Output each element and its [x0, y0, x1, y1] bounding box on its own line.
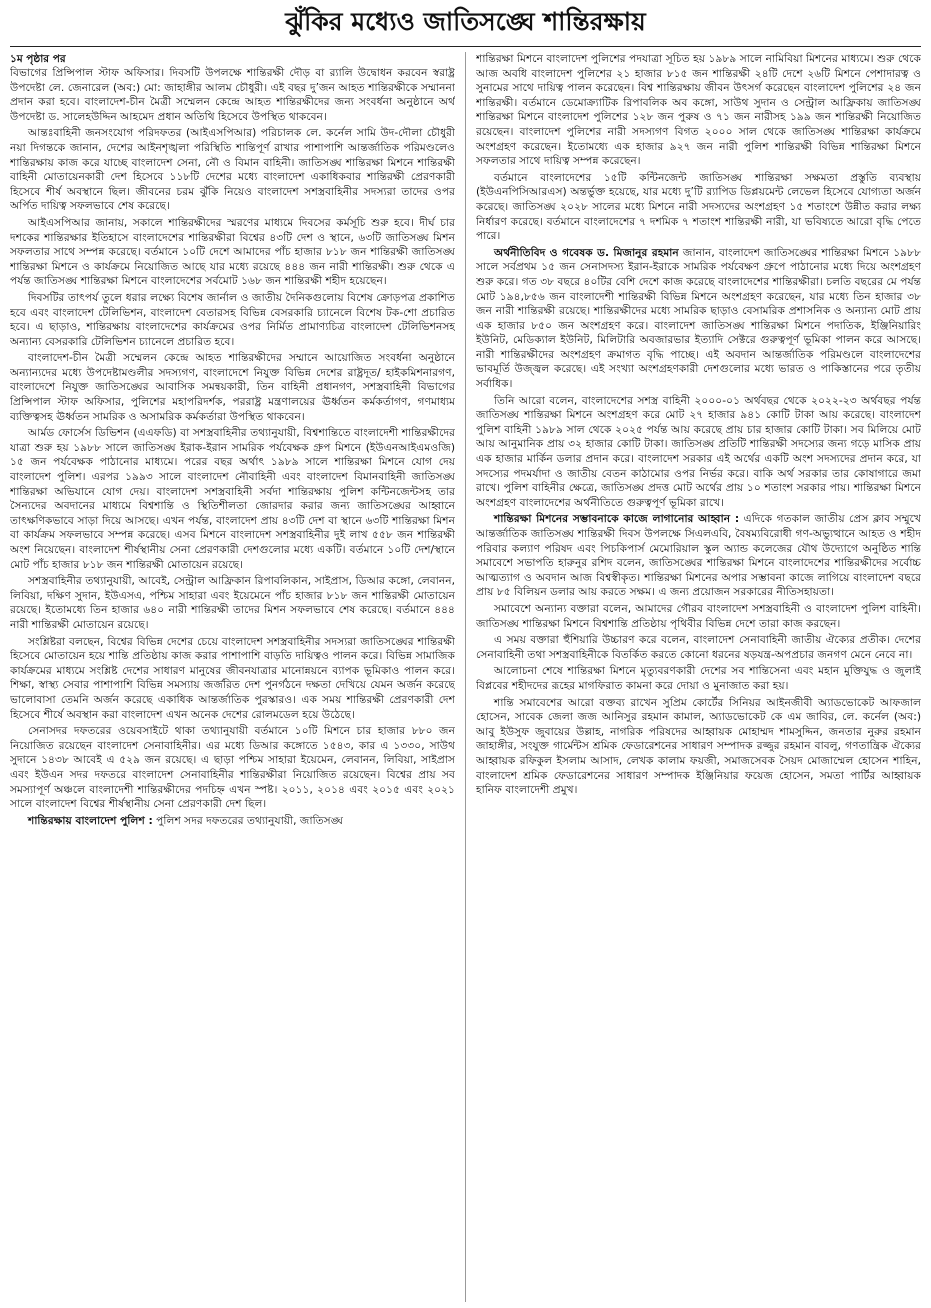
paragraph-text: শান্তিরক্ষা মিশনে বাংলাদেশ পুলিশের পদযাত্রা সূচিত হয় ১৯৮৯ সালে নামিবিয়া মিশনের মাধ্যমে। শুরু থেকে আজ অবধি বাংলাদেশ পুলিশের ২১ হাজার ৮১৫ জন শান্তিরক্ষী ২৪টি দেশে ২৬টি মিশনে পেশাদারত্ব ও সুনামের সাথে দায়িত্ব পালন করেছেন। বিশ্ব শান্তিরক্ষায় জীবন উৎসর্গ করেছেন বাংলাদেশ পুলিশের ২৪ জন শান্তিরক্ষী। বর্তমানে ডেমোক্র্যাটিক রিপাবলিক অব কঙ্গো, সাউথ সুদান ও সেন্ট্রাল আফ্রিকায় জাতিসঙ্ঘ শান্তিরক্ষা মিশনে বাংলাদেশ পুলিশের ১২৮ জন পুরুষ ও ৭১ জন নারীসহ ১৯৯ জন শান্তিরক্ষী নিয়োজিত রয়েছেন। বাংলাদেশ পুলিশের নারী সদস্যগণ বিগত ২০০০ সাল থেকে জাতিসঙ্ঘ শান্তিরক্ষা কার্যক্রমে অংশগ্রহণ করেছেন। ইতোমধ্যে এক হাজার ৯২৭ জন নারী পুলিশ শান্তিরক্ষী বিভিন্ন শান্তিরক্ষা মিশনে সফলতার সাথে দায়িত্ব সম্পন্ন করেছেন।	[476, 52, 921, 168]
article-paragraph	[476, 664, 921, 693]
article-paragraph	[476, 52, 921, 169]
article-paragraph	[10, 814, 455, 829]
paragraph-text: তিনি আরো বলেন, বাংলাদেশের সশস্ত্র বাহিনী ২০০০-০১ অর্থবছর থেকে ২০২২-২৩ অর্থবছর পর্যন্ত জাতিসঙ্ঘ শান্তিরক্ষা মিশনে অংশগ্রহণ করে মোট ২৭ হাজার ৯৪১ কোটি টাকা আয় করেছে। বাংলাদেশ পুলিশ বাহিনী ১৯৮৯ সাল থেকে ২০২৫ পর্যন্ত আয় করেছে প্রায় চার হাজার কোটি টাকা। সব মিলিয়ে মোট আয় আনুমানিক প্রায় ৩২ হাজার কোটি টাকা। জাতিসঙ্ঘ প্রতিটি শান্তিরক্ষী সদস্যের জন্য গড়ে মাসিক প্রায় এক হাজার মার্কিন ডলার প্রদান করে। বাংলাদেশ সরকার এই অর্থের একটি অংশ সদস্যদের প্রদান করে, যা সদস্যের পদমর্যাদা ও জাতীয় বেতন কাঠামোর ওপর নির্ভর করে। বাকি অর্থ সরকার তার কোষাগারে জমা রাখে। পুলিশ বাহিনীর ক্ষেত্রে, জাতিসঙ্ঘ প্রদত্ত মোট অর্থের প্রায় ১০ শতাংশ সরকার পায়। শান্তিরক্ষা মিশনে অংশগ্রহণ বাংলাদেশের অর্থনীতিতে গুরুত্বপূর্ণ ভূমিকা রাখে।	[476, 393, 921, 509]
article-paragraph	[10, 291, 455, 349]
paragraph-text: সংশ্লিষ্টরা বলছেন, বিশ্বের বিভিন্ন দেশের চেয়ে বাংলাদেশ সশস্ত্রবাহিনীর সদস্যরা জাতিসঙ্ঘের শান্তিরক্ষী হিসেবে মোতায়েন হয়ে শান্তি প্রতিষ্ঠায় কাজ করার পাশাপাশি বাড়তি দায়িত্বও পালন করে। বিভিন্ন সামাজিক কার্যক্রমের মাধ্যমে সংশ্লিষ্ট দেশের সাধারণ মানুষের জীবনযাত্রার মানোন্নয়নে ব্যাপক ভূমিকাও পালন করে। শিক্ষা, স্বাস্থ্য সেবার পাশাপাশি বিভিন্ন সমস্যায় জর্জরিত দেশ পুনর্গঠনে দক্ষতা দেখিয়ে যেমন অর্জন করেছে ভালোবাসা তেমনি অর্জন করেছে একাধিক আন্তর্জাতিক পুরস্কারও। এক সময় শান্তিরক্ষী প্রেরণকারী দেশ হিসেবে শীর্ষে অবস্থান করা বাংলাদেশ এখন অনেক দেশের রোলমডেল হয়ে উঠেছে।	[10, 634, 455, 721]
paragraph-text: সেনাসদর দফতরের ওয়েবসাইটে থাকা তথ্যানুযায়ী বর্তমানে ১০টি মিশনে চার হাজার ৮৮০ জন নিয়োজিত রয়েছেন বাংলাদেশ সেনাবাহিনীর। এর মধ্যে ডিআর কঙ্গোতে ১৫৪৩, কার এ ১৩৩০, সাউথ সুদানে ১৪৩৮ আবেই এ ৫২৯ জন রয়েছে। এ ছাড়া পশ্চিম সাহারা ইয়েমেন, লেবানন, লিবিয়া, সাইপ্রাস এবং ইউএন সদর দফতরে বাংলাদেশ সেনাবাহিনীর শান্তিরক্ষীরা নিয়োজিত রয়েছেন। বিশ্বের প্রায় সব সমস্যাপূর্ণ অঞ্চলে বাংলাদেশী শান্তিরক্ষীদের পদচিহ্ন এখন স্পষ্ট। ২০১১, ২০১৪ এবং ২০১৫ এবং ২০২১ সালে বাংলাদেশ বিশ্বের শীর্ষস্থানীয় সেনা প্রেরণকারী দেশ ছিল।	[10, 724, 455, 811]
article-paragraph	[10, 66, 455, 124]
paragraph-lead-in: অর্থনীতিবিদ ও গবেষক ড. মিজানুর রহমান	[494, 245, 679, 259]
article-paragraph	[10, 724, 455, 812]
article-paragraph	[10, 426, 455, 572]
article-paragraph	[10, 216, 455, 289]
continued-from-label: ১ম পৃষ্ঠার পর	[10, 53, 66, 65]
article-paragraph	[10, 126, 455, 214]
article-paragraph	[476, 394, 921, 511]
paragraph-text: বর্তমানে বাংলাদেশের ১৫টি কন্টিনজেন্ট জাতিসঙ্ঘ শান্তিরক্ষা সক্ষমতা প্রস্তুতি ব্যবস্থায় (ইউএনপিসিআরএস) অন্তর্ভুক্ত হয়েছে, যার মধ্যে দু’টি র‌্যাপিড ডিপ্লয়মেন্ট লেভেল হিসেবে যোগ্যতা অর্জন করেছে। জাতিসঙ্ঘ ২০২৮ সালের মধ্যে মিশনে নারী সদস্যদের অংশগ্রহণ ১৫ শতাংশে উন্নীত করার লক্ষ্য নির্ধারণ করেছে। বর্তমানে বাংলাদেশের ৭ দশমিক ৭ শতাংশ শান্তিরক্ষী নারী, যা ভবিষ্যতে আরো বৃদ্ধি পেতে পারে।	[476, 170, 921, 243]
paragraph-text: বিভাগের প্রিন্সিপাল স্টাফ অফিসার। দিবসটি উপলক্ষে শান্তিরক্ষী দৌড় বা র‌্যালি উদ্বোধন করবেন স্বরাষ্ট্র উপদেষ্টা লে. জেনারেল (অব:) মো: জাহাঙ্গীর আলম চৌধুরী। এই বছর দু’জন আহত শান্তিরক্ষীকে সম্মাননা প্রদান করা হবে। বাংলাদেশ-চীন মৈত্রী সম্মেলন কেন্দ্রে আহত শান্তিরক্ষীদের জন্য সংবর্ধনা অনুষ্ঠানে অর্থ উপদেষ্টা ড. সালেহউদ্দিন আহমেদ প্রধান অতিথি হিসেবে উপস্থিত থাকবেন।	[10, 66, 455, 123]
paragraph-text: আন্তঃবাহিনী জনসংযোগ পরিদফতর (আইএসপিআর) পরিচালক লে. কর্নেল সামি উদ-দৌলা চৌধুরী নয়া দিগন্তকে জানান, দেশের আইনশৃঙ্খলা পরিস্থিতি শান্তিপূর্ণ রাখার পাশাপাশি আন্তর্জাতিক পরিমণ্ডলেও শান্তিরক্ষায় কাজ করে যাচ্ছে বাংলাদেশ সেনা, নৌ ও বিমান বাহিনী। জাতিসঙ্ঘ শান্তিরক্ষা মিশনে শান্তিরক্ষী বাহিনী মোতায়েনকারী দেশ হিসেবে ১১৮টি দেশের মধ্যে বাংলাদেশ একাধিকবার শান্তিরক্ষী প্রেরণকারী হিসেবে শীর্ষ অবস্থানে ছিল। জীবনের চরম ঝুঁকি নিয়েও বাংলাদেশ সশস্ত্রবাহিনীর সদস্যরা তাদের ওপর অর্পিত দায়িত্ব সফলভাবে শেষ করেছে।	[10, 126, 455, 213]
article-paragraph	[476, 512, 921, 600]
article-paragraph	[476, 633, 921, 662]
right-column	[476, 52, 921, 1302]
paragraph-text: বাংলাদেশ-চীন মৈত্রী সম্মেলন কেন্দ্রে আহত শান্তিরক্ষীদের সম্মানে আয়োজিত সংবর্ধনা অনুষ্ঠানে অন্যান্যদের মধ্যে উপদেষ্টামণ্ডলীর সদস্যগণ, বাংলাদেশে নিযুক্ত বিভিন্ন দেশের রাষ্ট্রদূত/ হাইকমিশনারগণ, বাংলাদেশে নিযুক্ত জাতিসঙ্ঘের আবাসিক সমন্বয়কারী, তিন বাহিনী প্রধানগণ, সশস্ত্রবাহিনী বিভাগের প্রিন্সিপাল স্টাফ অফিসার, পুলিশের মহাপরিদর্শক, পররাষ্ট্র মন্ত্রণালয়ের ঊর্ধ্বতন কর্মকর্তাগণ, গণমাধ্যম ব্যক্তিত্বসহ ঊর্ধ্বতন সামরিক ও অসামরিক কর্মকর্তারা উপস্থিত থাকবেন।	[10, 351, 455, 423]
article-paragraph	[476, 246, 921, 392]
paragraph-text: আইএসপিআর জানায়, সকালে শান্তিরক্ষীদের স্মরণের মাধ্যমে দিবসের কর্মসূচি শুরু হবে। দীর্ঘ চার দশকের শান্তিরক্ষার ইতিহাসে বাংলাদেশের শান্তিরক্ষীরা বিশ্বের ৪৩টি দেশ ও স্থানে, ৬৩টি জাতিসঙ্ঘ মিশন সফলতার সাথে সম্পন্ন করেছে। বর্তমানে ১০টি দেশে আমাদের পাঁচ হাজার ৮১৮ জন শান্তিরক্ষী জাতিসঙ্ঘ শান্তিরক্ষা মিশনে ও কার্যক্রমে নিয়োজিত আছে যার মধ্যে রয়েছে ৪৪৪ জন নারী শান্তিরক্ষী। শুরু থেকে এ পর্যন্ত জাতিসঙ্ঘ শান্তিরক্ষা মিশনে বাংলাদেশের সর্বমোট ১৬৮ জন শান্তিরক্ষী শহীদ হয়েছেন।	[10, 215, 455, 288]
column-divider	[465, 52, 466, 1302]
paragraph-lead-in: শান্তিরক্ষায় বাংলাদেশ পুলিশ :	[28, 813, 153, 827]
article-paragraph	[10, 351, 455, 424]
paragraph-lead-in: শান্তিরক্ষা মিশনের সম্ভাবনাকে কাজে লাগানোর আহ্বান :	[494, 512, 740, 526]
paragraph-text: শান্তি সমাবেশের আরো বক্তব্য রাখেন সুপ্রিম কোর্টের সিনিয়র আইনজীবী অ্যাডভোকেট আফজাল হোসেন, সাবেক জেলা জজ আনিসুর রহমান কামাল, অ্যাডভোকেট কে এম জাবির, লে. কর্নেল (অব:) আবু ইউসুফ জুবায়ের উল্লাহ, নাগরিক পরিষদের আহ্বায়ক মোহাম্মদ শামসুদ্দিন, জনতার নুরুর রহমান জাহাঙ্গীর, সংযুক্ত গার্মেন্টস শ্রমিক ফেডারেশনের সাধারণ সম্পাদক রজ্জুর রহমান বাবলু, গণতান্ত্রিক ঐক্যের আহ্বায়ক রফিকুল ইসলাম আসাদ, লেখক কালাম ফয়জী, সমাজসেবক সৈয়দ মোজাম্মেল হোসেন শাহিন, বাংলাদেশ শ্রমিক ফেডারেশনের সাধারণ সম্পাদক ইঞ্জিনিয়ার ফয়েজ হোসেন, সমতা পার্টির আহ্বায়ক হানিফ বাংলাদেশী প্রমুখ।	[476, 695, 921, 797]
article-paragraph	[476, 171, 921, 244]
paragraph-text: এ সময় বক্তারা হুঁশিয়ারি উচ্চারণ করে বলেন, বাংলাদেশ সেনাবাহিনী জাতীয় ঐক্যের প্রতীক। দেশের সেনাবাহিনী তথা সশস্ত্রবাহিনীকে বিতর্কিত করতে কোনো ধরনের ষড়যন্ত্র-অপপ্রচার জনগণ মেনে নেবে না।	[476, 633, 921, 661]
paragraph-text: দিবসটির তাৎপর্য তুলে ধরার লক্ষ্যে বিশেষ জার্নাল ও জাতীয় দৈনিকগুলোয় বিশেষ ক্রোড়পত্র প্রকাশিত হবে এবং বাংলাদেশ টেলিভিশন, বাংলাদেশ বেতারসহ বিভিন্ন বেসরকারি চ্যানেলে বিশেষ টক-শো প্রচারিত হবে। এ ছাড়াও, শান্তিরক্ষায় বাংলাদেশের কার্যক্রমের ওপর নির্মিত প্রামাণ্যচিত্র বাংলাদেশ টেলিভিশনসহ অন্যান্য বেসরকারি টেলিভিশন চ্যানেলে প্রচারিত হবে।	[10, 290, 455, 348]
paragraph-text: জানান, বাংলাদেশ জাতিসঙ্ঘের শান্তিরক্ষা মিশনে ১৯৮৮ সালে সর্বপ্রথম ১৫ জন সেনাসদস্য ইরান-ইরাকে সামরিক পর্যবেক্ষণ গ্রুপে পাঠানোর মধ্যে দিয়ে অংশগ্রহণ শুরু করে। গত ৩৮ বছরে ৪০টির বেশি দেশে কাজ করেছে বাংলাদেশের শান্তিরক্ষীরা। চলতি বছরের মে পর্যন্ত মোট ১৯৪,৮৫৬ জন বাংলাদেশী শান্তিরক্ষী বিভিন্ন মিশনে অংশগ্রহণ করেছেন, যার মধ্যে তিন হাজার ৩৮ জন নারী শান্তিরক্ষী রয়েছে। শান্তিরক্ষীদের মধ্যে সামরিক ছাড়াও বেসামরিক প্রশাসনিক ও অন্যান্য মোট প্রায় এক হাজার ৮৫০ জন অংশগ্রহণ করে। বাংলাদেশ জাতিসঙ্ঘ শান্তিরক্ষা মিশনে পদাতিক, ইঞ্জিনিয়ারিং ইউনিট, মেডিক্যাল ইউনিট, মিলিটারি অবজারভার ইত্যাদি সেক্টরে গুরুত্বপূর্ণ ভূমিকা পালন করে আসছে। নারী শান্তিরক্ষীদের অংশগ্রহণ ক্রমাগত বৃদ্ধি পাচ্ছে। এই অবদান আন্তর্জাতিক পরিমণ্ডলে বাংলাদেশের ভাবমূর্তি উজ্জ্বল করেছে। এই সংখ্যা অংশগ্রহণকারী দেশগুলোর মধ্যে ভারত ও পাকিস্তানের পরে তৃতীয় সর্বাধিক।	[476, 245, 921, 391]
paragraph-text: সশস্ত্রবাহিনীর তথ্যানুযায়ী, আবেই, সেন্ট্রাল আফ্রিকান রিপাবলিকান, সাইপ্রাস, ডিআর কঙ্গো, লেবানন, লিবিয়া, দক্ষিণ সুদান, ইউএসএ, পশ্চিম সাহারা এবং ইয়েমেনে পাঁচ হাজার ৮১৮ জন শান্তিরক্ষী মোতায়েন রয়েছে। ইতোমধ্যে তিন হাজার ৬৪০ নারী শান্তিরক্ষী তাদের মিশন সফলভাবে শেষ করেছে। বর্তমানে ৪৪৪ নারী শান্তিরক্ষী মোতায়েন রয়েছে।	[10, 574, 455, 631]
paragraph-text: পুলিশ সদর দফতরের তথ্যানুযায়ী, জাতিসঙ্ঘ	[156, 813, 344, 827]
article-paragraph	[476, 602, 921, 631]
article-paragraph	[10, 635, 455, 723]
article-paragraph	[10, 574, 455, 632]
paragraph-text: এদিকে গতকাল জাতীয় প্রেস ক্লাব সম্মুখে আন্তর্জাতিক জাতিসঙ্ঘ শান্তিরক্ষী দিবস উপলক্ষে সিএলএবি, বৈষম্যবিরোধী গণ-অভ্যুত্থানে আহত ও শহীদ পরিবার কল্যাণ পরিষদ এবং পিচকিপার্স মেমোরিয়াল স্কুল অ্যান্ড কলেজের যৌথ উদ্যোগে অনুষ্ঠিত শান্তি সমাবেশে সভাপতি হারুনুর রশিদ বলেন, জাতিসঙ্ঘের শান্তিরক্ষা মিশনে বাংলাদেশের শান্তিরক্ষীদের সর্বোচ্চ আত্মত্যাগ ও অবদান আজ বিশ্বস্বীকৃত। শান্তিরক্ষা মিশনের অপার সম্ভাবনা কাজে লাগিয়ে বাংলাদেশ বছরে প্রায় ৮৫ বিলিয়ন ডলার আয় করতে সক্ষম। এ জন্য প্রয়োজন সরকারের নীতিসহায়তা।	[476, 512, 921, 599]
paragraph-text: আলোচনা শেষে শান্তিরক্ষা মিশনে মৃত্যুবরণকারী দেশের সব শান্তিসেনা এবং মহান মুক্তিযুদ্ধ ও জুলাই বিপ্লবের শহীদদের রূহের মাগফিরাত কামনা করে দোয়া ও মুনাজাত করা হয়।	[476, 664, 921, 692]
headline: ঝুঁকির মধ্যেও জাতিসঙ্ঘে শান্তিরক্ষায়	[10, 0, 921, 47]
left-column	[10, 52, 455, 1302]
article-paragraph	[476, 696, 921, 798]
paragraph-text: আর্মড ফোর্সেস ডিভিশন (এএফডি) বা সশস্ত্রবাহিনীর তথ্যানুযায়ী, বিশ্বশান্তিতে বাংলাদেশী শান্তিরক্ষীদের যাত্রা শুরু হয় ১৯৮৮ সালে জাতিসঙ্ঘ ইরাক-ইরান সামরিক পর্যবেক্ষক গ্রুপ মিশনে (ইউএনআইএমওজি) ১৫ জন পর্যবেক্ষক পাঠানোর মাধ্যমে। পরের বছর অর্থাৎ ১৯৮৯ সালে শান্তিরক্ষা মিশনে যোগ দেয় বাংলাদেশ পুলিশ। এরপর ১৯৯৩ সালে বাংলাদেশ নৌবাহিনী এবং বাংলাদেশ বিমানবাহিনী জাতিসঙ্ঘ শান্তিরক্ষা অভিযানে যোগ দেয়। বাংলাদেশ সশস্ত্রবাহিনী সর্বদা শান্তিরক্ষায় পুলিশ কন্টিনজেন্টসহ তার সৈন্যদের অবদানের মাধ্যমে বিশ্বশান্তি ও স্থিতিশীলতা জোরদার করার জন্য জাতিসঙ্ঘের আহ্বানে তাৎক্ষণিকভাবে সাড়া দিয়ে আসছে। এখন পর্যন্ত, বাংলাদেশ প্রায় ৪৩টি দেশ বা স্থানে ৬৩টি শান্তিরক্ষা মিশন বা কার্যক্রম সফলভাবে সম্পন্ন করেছে। এসব মিশনে বাংলাদেশ সশস্ত্রবাহিনীর দুই লাখ ৫৫৮ জন শান্তিরক্ষী অংশ নিয়েছেন। বাংলাদেশ শীর্ষস্থানীয় সেনা প্রেরণকারী দেশগুলোর মধ্যে একটি। বর্তমানে ১০টি দেশ/স্থানে মোট পাঁচ হাজার ৮১৮ জন শান্তিরক্ষী মোতায়েন রয়েছে।	[10, 426, 455, 571]
article-columns	[10, 52, 921, 1302]
paragraph-text: সমাবেশে অন্যান্য বক্তারা বলেন, আমাদের গৌরব বাংলাদেশ সশস্ত্রবাহিনী ও বাংলাদেশ পুলিশ বাহিনী। জাতিসঙ্ঘ শান্তিরক্ষা মিশনে বিশ্বশান্তি প্রতিষ্ঠায় পৃথিবীর বিভিন্ন দেশে তারা কাজ করছেন।	[476, 601, 921, 630]
